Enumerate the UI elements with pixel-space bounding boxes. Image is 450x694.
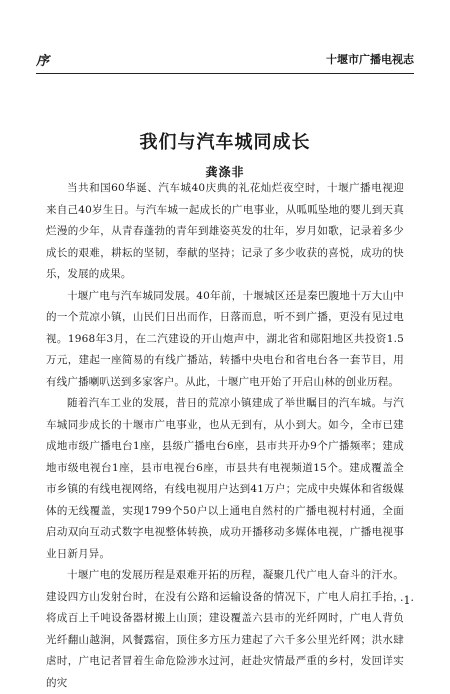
paragraph: 随着汽车工业的发展，昔日的荒凉小镇建成了举世瞩目的汽车城。与汽车城同步成长的十堰市广电事业，也从无到有，从小到大。如今，全市已建成地市级广播电台1座，县级广播电台6座，县市共开办9个广播频率；建成地市级电视台1座，县市电视台6座，市县共有电视频道15个。建成覆盖全市乡镇的有线电视网络，有线电视用户达到41万户；完成中央媒体和省级媒体的无线覆盖，实现1799个50户以上通电自然村的广播电视村村通，全面启动双向互动式数字电视整体转换，成功开播移动多媒体电视，广播电视事业日新月异。 (46, 397, 404, 560)
paragraph: 十堰广电与汽车城同发展。40年前，十堰城区还是秦巴腹地十万大山中的一个荒凉小镇，山民们日出而作，日落而息，听不到广播，更没有见过电视。1968年3月，在二汽建设的开山炮声中，湖北省和郧阳地区共投资1.5万元，建起一座简易的有线广播站，转播中央电台和省电台各一套节目，用有线广播喇叭送到多家客户。从此，十堰广电开始了开启山林的创业历程。 (46, 289, 404, 388)
article-title: 我们与汽车城同成长 (139, 132, 311, 153)
running-header (36, 50, 414, 72)
article-author: 龚涤非 (205, 165, 245, 179)
book-title: 十堰市广播电视志 (326, 53, 414, 66)
article-body (46, 178, 404, 694)
paragraph: 当共和国60华诞、汽车城40庆典的礼花灿烂夜空时，十堰广播电视迎来自己40岁生日。与汽车城一起成长的广电事业，从呱呱坠地的婴儿到天真烂漫的少年，从青春蓬勃的青年到雄姿英发的壮年，岁月如歌，记录着多少成长的艰难，耕耘的坚韧，奉献的坚持；记录了多少收获的喜悦，成功的快乐，发展的成果。 (46, 182, 404, 280)
header-rule (36, 73, 414, 74)
section-label: 序 (36, 54, 50, 69)
paragraph: 十堰广电的发展历程是艰难开拓的历程，凝聚几代广电人奋斗的汗水。建设四方山发射台时，在没有公路和运输设备的情况下，广电人肩扛手抬，将成百上千吨设备器材搬上山顶；建设覆盖六县市的光纤网时，广电人背负光纤翻山越涧，风餐露宿，顶住多方压力建起了六千多公里光纤网；洪水肆虐时，广电记者冒着生命危险涉水过河，赶赴灾情最严重的乡村，发回详实的灾 (46, 569, 404, 689)
page-number: ·1· (400, 594, 414, 607)
